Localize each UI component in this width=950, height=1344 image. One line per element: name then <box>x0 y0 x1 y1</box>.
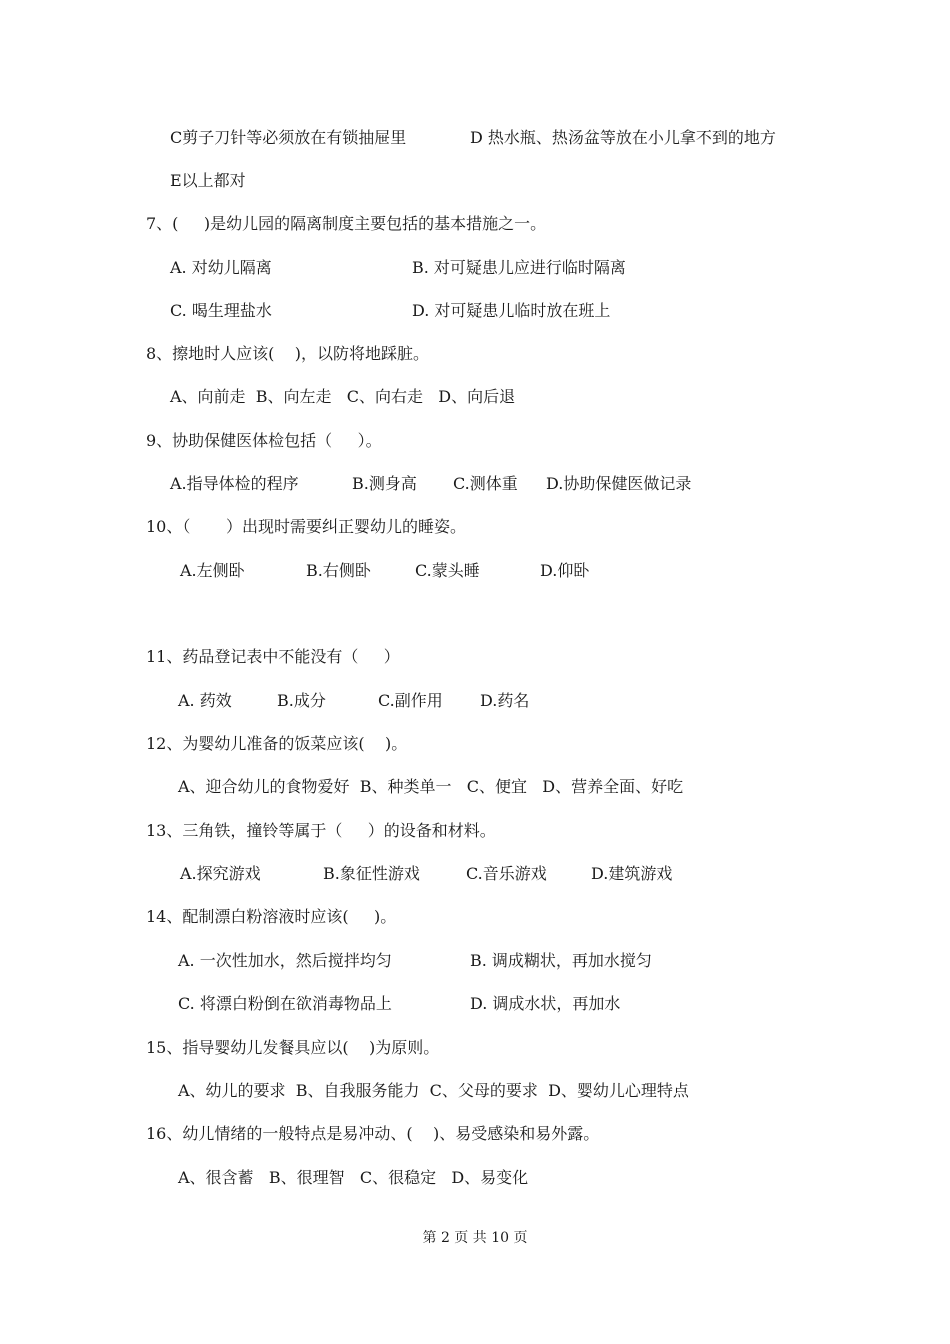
options-q15: A、幼儿的要求 B、自我服务能力 C、父母的要求 D、婴幼儿心理特点 <box>178 1081 689 1100</box>
option-q7-c: C. 喝生理盐水 <box>170 301 272 320</box>
option-q6-c: C剪子刀针等必须放在有锁抽屉里 <box>170 128 407 147</box>
option-q13-a: A.探究游戏 <box>180 864 261 883</box>
option-q13-d: D.建筑游戏 <box>591 864 673 883</box>
option-q7-b: B. 对可疑患儿应进行临时隔离 <box>412 258 626 277</box>
option-q11-a: A. 药效 <box>178 691 232 710</box>
option-q10-d: D.仰卧 <box>540 561 590 580</box>
question-16: 16、幼儿情绪的一般特点是易冲动、( )、易受感染和易外露。 <box>146 1124 600 1143</box>
option-q10-a: A.左侧卧 <box>180 561 245 580</box>
options-q8: A、向前走 B、向左走 C、向右走 D、向后退 <box>170 387 516 406</box>
option-q7-d: D. 对可疑患儿临时放在班上 <box>412 301 611 320</box>
option-q10-c: C.蒙头睡 <box>415 561 480 580</box>
options-q12: A、迎合幼儿的食物爱好 B、种类单一 C、便宜 D、营养全面、好吃 <box>178 777 684 796</box>
question-8: 8、擦地时人应该( )，以防将地踩脏。 <box>146 344 430 363</box>
option-q11-d: D.药名 <box>480 691 530 710</box>
option-q10-b: B.右侧卧 <box>306 561 371 580</box>
question-7: 7、( )是幼儿园的隔离制度主要包括的基本措施之一。 <box>146 214 547 233</box>
option-q9-c: C.测体重 <box>453 474 518 493</box>
question-13: 13、三角铁，撞铃等属于（ ）的设备和材料。 <box>146 821 496 840</box>
question-15: 15、指导婴幼儿发餐具应以( )为原则。 <box>146 1038 440 1057</box>
option-q14-c: C. 将漂白粉倒在欲消毒物品上 <box>178 994 392 1013</box>
question-14: 14、配制漂白粉溶液时应该( )。 <box>146 907 397 926</box>
option-q9-b: B.测身高 <box>352 474 417 493</box>
option-q9-d: D.协助保健医做记录 <box>546 474 692 493</box>
question-9: 9、协助保健医体检包括（ ）。 <box>146 431 382 450</box>
options-q16: A、很含蓄 B、很理智 C、很稳定 D、易变化 <box>178 1168 529 1187</box>
page-footer: 第 2 页 共 10 页 <box>422 1230 528 1246</box>
option-q14-d: D. 调成水状，再加水 <box>470 994 621 1013</box>
option-q14-a: A. 一次性加水，然后搅拌均匀 <box>178 951 392 970</box>
option-q6-d: D 热水瓶、热汤盆等放在小儿拿不到的地方 <box>470 128 776 147</box>
question-12: 12、为婴幼儿准备的饭菜应该( )。 <box>146 734 408 753</box>
option-q9-a: A.指导体检的程序 <box>170 474 299 493</box>
option-q7-a: A. 对幼儿隔离 <box>170 258 272 277</box>
option-q13-b: B.象征性游戏 <box>323 864 420 883</box>
option-q11-b: B.成分 <box>277 691 326 710</box>
question-11: 11、药品登记表中不能没有（ ） <box>146 647 400 666</box>
question-10: 10、（ ）出现时需要纠正婴幼儿的睡姿。 <box>146 517 466 536</box>
option-q13-c: C.音乐游戏 <box>466 864 547 883</box>
option-q14-b: B. 调成糊状，再加水搅匀 <box>470 951 652 970</box>
option-q11-c: C.副作用 <box>378 691 443 710</box>
option-q6-e: E以上都对 <box>170 171 246 190</box>
